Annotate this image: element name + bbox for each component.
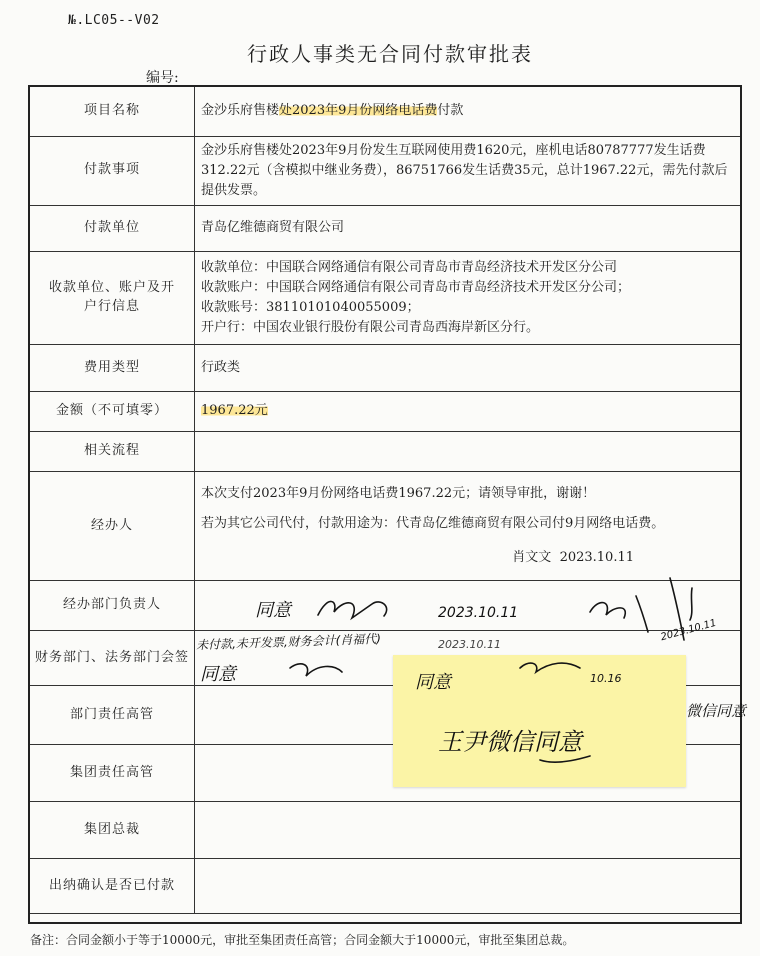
payment-item-value: 金沙乐府售楼处2023年9月份发生互联网使用费1620元，座机电话80787777发生话费312.22元（含模拟中继业务费），86751766发生话费35元，总计1967.22元，需先付款后提供发票。 xyxy=(195,136,742,205)
project-name-prefix: 金沙乐府售楼 xyxy=(201,103,280,119)
payment-item-label: 付款事项 xyxy=(29,136,195,205)
finance-legal-label: 财务部门、法务部门会签 xyxy=(29,630,195,685)
dept-senior-label: 部门责任高管 xyxy=(29,685,195,744)
handler-purpose-line: 若为其它公司代付，付款用途为：代青岛亿维德商贸有限公司付9月网络电话费。 xyxy=(201,515,665,531)
serial-number-label: 编号: xyxy=(146,70,179,86)
payer-label: 付款单位 xyxy=(29,205,195,251)
payer-value: 青岛亿维德商贸有限公司 xyxy=(195,205,742,251)
project-name-highlight: 处2023年9月份网络电话费 xyxy=(279,103,438,119)
sticky-approval-note: 王尹微信同意 xyxy=(438,728,582,756)
payee-line-bank: 开户行：中国农业银行股份有限公司青岛西海岸新区分行。 xyxy=(201,320,540,336)
handler-signer: 肖文文 xyxy=(512,549,552,565)
dept-head-signature-date: 2023.10.11 xyxy=(438,605,519,621)
right-margin-date: 2023.10.11 xyxy=(659,617,718,644)
form-title: 行政人事类无合同付款审批表 xyxy=(247,42,533,66)
finance-handwritten-note: 未付款,未开发票,财务会计(肖福代) xyxy=(195,631,382,653)
finance-signature: 同意 xyxy=(200,664,236,685)
expense-type-label: 费用类型 xyxy=(29,344,195,391)
handler-label: 经办人 xyxy=(29,471,195,580)
finance-handwritten-date: 2023.10.11 xyxy=(438,638,501,651)
dept-head-signature: 同意 xyxy=(255,600,291,621)
cashier-label: 出纳确认是否已付款 xyxy=(29,858,195,913)
sticky-date: 10.16 xyxy=(590,672,622,685)
group-senior-label: 集团责任高管 xyxy=(29,744,195,801)
amount-highlight: 1967.22元 xyxy=(201,403,268,419)
margin-wechat-note: 微信同意 xyxy=(686,702,747,720)
footnote: 备注：合同金额小于等于10000元，审批至集团责任高管；合同金额大于10000元，审批至集团总裁。 xyxy=(30,933,575,947)
related-process-label: 相关流程 xyxy=(29,431,195,471)
document-number: №.LC05--V02 xyxy=(68,13,160,28)
sticky-signature: 同意 xyxy=(415,672,451,693)
amount-label: 金额（不可填零） xyxy=(29,391,195,431)
project-name-suffix: 付款 xyxy=(437,103,464,119)
handler-request-line: 本次支付2023年9月份网络电话费1967.22元；请领导审批，谢谢！ xyxy=(201,485,596,501)
payee-line-unit: 收款单位：中国联合网络通信有限公司青岛市青岛经济技术开发区分公司 xyxy=(201,259,618,275)
project-name-label: 项目名称 xyxy=(29,86,195,136)
payee-line-number: 收款账号：38110101040055009； xyxy=(201,299,420,315)
group-president-label: 集团总裁 xyxy=(29,801,195,858)
dept-head-label: 经办部门负责人 xyxy=(29,580,195,630)
payee-line-account: 收款账户：中国联合网络通信有限公司青岛市青岛经济技术开发区分公司； xyxy=(201,279,631,295)
handler-date: 2023.10.11 xyxy=(559,549,634,565)
expense-type-value: 行政类 xyxy=(195,344,742,391)
payee-label: 收款单位、账户及开户行信息 xyxy=(29,251,195,344)
